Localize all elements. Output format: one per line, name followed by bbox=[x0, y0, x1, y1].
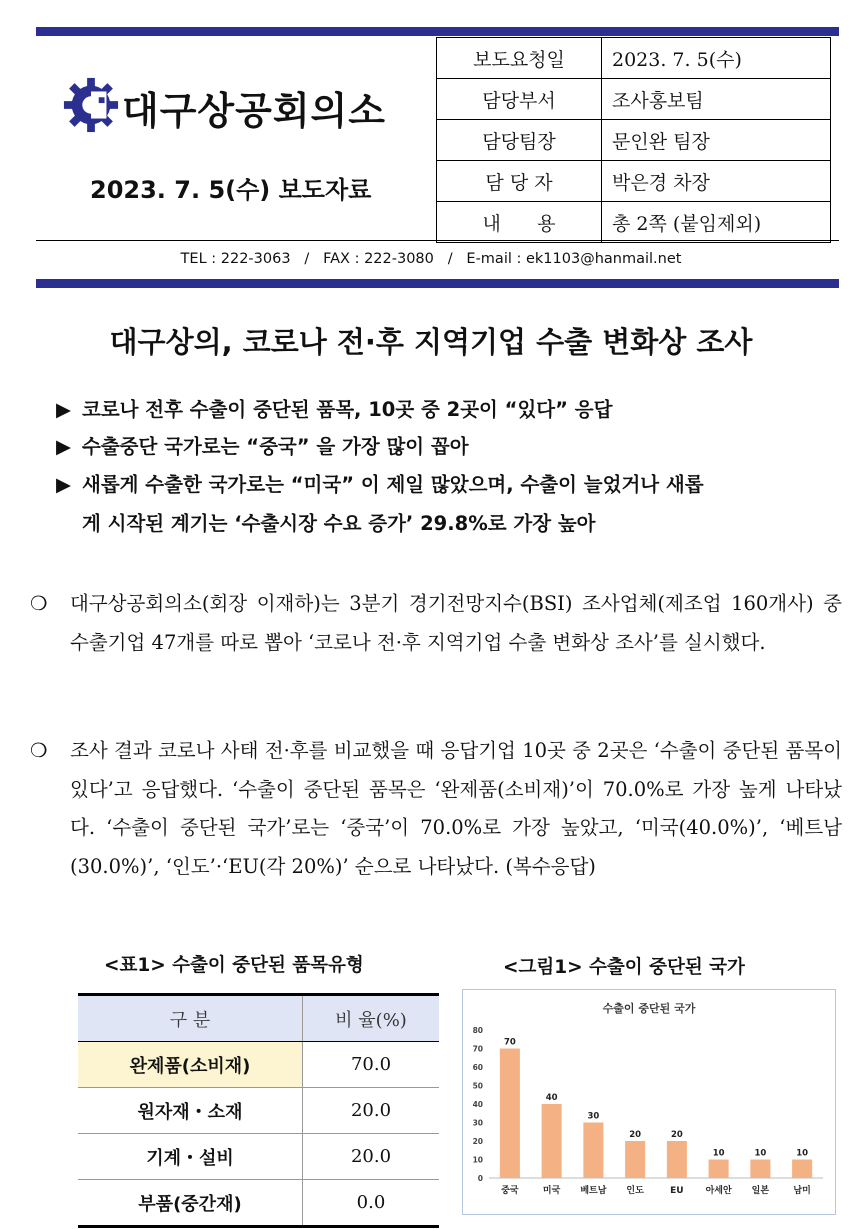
bar bbox=[625, 1141, 645, 1178]
y-tick-label: 20 bbox=[472, 1137, 483, 1146]
category-label: 아세안 bbox=[705, 1186, 732, 1196]
bar bbox=[750, 1160, 770, 1179]
y-tick-label: 80 bbox=[472, 1026, 483, 1035]
bar bbox=[792, 1160, 812, 1179]
bar bbox=[542, 1104, 562, 1178]
circle-bullet-icon: ❍ bbox=[30, 739, 48, 762]
table-header-row bbox=[78, 995, 439, 1042]
info-key: 보도요청일 bbox=[437, 38, 602, 79]
table-cell-value: 0.0 bbox=[303, 1180, 440, 1227]
info-value: 총 2쪽 (붙임제외) bbox=[602, 202, 831, 243]
y-tick-label: 10 bbox=[472, 1155, 483, 1165]
paragraph-text: 조사 결과 코로나 사태 전·후를 비교했을 때 응답기업 10곳 중 2곳은 ‘수출이 중단된 품목이 있다’고 응답했다. ‘수출이 중단된 품목은 ‘완제품(소비재)’이 70.0%로 가장 높게 나타났다. ‘수출이 중단된 국가’로는 ‘중국’이 70.0%로 가장 높았고, ‘미국(40.0%)’, ‘베트남(30.0%)’, ‘인도’·‘EU(각 20%)’ 순으로 나타났다. (복수응답) bbox=[70, 739, 842, 878]
info-value: 조사홍보팀 bbox=[602, 79, 831, 120]
table-cell-label: 완제품(소비재) bbox=[78, 1042, 303, 1088]
info-row bbox=[437, 79, 831, 120]
info-row bbox=[437, 38, 831, 79]
highlight-text: 수출중단 국가로는 “중국” 을 가장 많이 꼽아 bbox=[82, 435, 469, 458]
info-key: 담당부서 bbox=[437, 79, 602, 120]
table-row bbox=[78, 1088, 439, 1134]
table-cell-label: 원자재・소재 bbox=[78, 1088, 303, 1134]
y-tick-label: 30 bbox=[472, 1118, 483, 1128]
category-label: 남미 bbox=[793, 1186, 811, 1196]
info-key: 내 용 bbox=[437, 202, 602, 243]
category-label: 베트남 bbox=[580, 1186, 607, 1196]
highlight-item bbox=[56, 469, 704, 497]
bar bbox=[667, 1141, 687, 1178]
headline: 대구상의, 코로나 전·후 지역기업 수출 변화상 조사 bbox=[109, 325, 753, 359]
table-cell-value: 20.0 bbox=[303, 1134, 440, 1180]
table-row bbox=[78, 1042, 439, 1088]
triangle-bullet-icon: ▶ bbox=[56, 398, 71, 421]
data-label: 10 bbox=[712, 1148, 725, 1159]
bar bbox=[583, 1123, 603, 1179]
triangle-bullet-icon: ▶ bbox=[56, 473, 71, 496]
y-tick-label: 70 bbox=[472, 1044, 483, 1054]
circle-bullet-icon: ❍ bbox=[30, 592, 48, 615]
table-row bbox=[78, 1180, 439, 1227]
org-name: 대구상공회의소 bbox=[122, 89, 386, 133]
data-label: 20 bbox=[670, 1130, 683, 1140]
info-value: 2023. 7. 5(수) bbox=[602, 38, 831, 79]
y-tick-label: 0 bbox=[477, 1174, 483, 1183]
top-rule bbox=[36, 27, 839, 36]
info-key: 담당팀장 bbox=[437, 120, 602, 161]
info-row bbox=[437, 202, 831, 243]
highlight-text: 코로나 전후 수출이 중단된 품목, 10곳 중 2곳이 “있다” 응답 bbox=[82, 398, 613, 421]
category-label: 인도 bbox=[626, 1186, 644, 1196]
y-tick-label: 40 bbox=[472, 1100, 483, 1109]
bar bbox=[500, 1049, 520, 1179]
data-label: 40 bbox=[545, 1093, 558, 1103]
release-date-title: 2023. 7. 5(수) 보도자료 bbox=[90, 176, 372, 204]
category-label: 미국 bbox=[542, 1186, 561, 1196]
data-label: 10 bbox=[754, 1148, 767, 1159]
contact-line: TEL : 222-3063 / FAX : 222-3080 / E-mail : ek1103@hanmail.net bbox=[180, 251, 682, 267]
data-label: 20 bbox=[629, 1130, 642, 1140]
figure1-caption: <그림1> 수출이 중단된 국가 bbox=[503, 957, 745, 978]
data-label: 70 bbox=[503, 1037, 516, 1048]
export-stopped-item-table bbox=[78, 993, 439, 1228]
chamber-gear-logo-icon bbox=[62, 76, 120, 134]
contact-bottom-rule bbox=[36, 279, 839, 288]
data-label: 10 bbox=[796, 1148, 809, 1159]
highlight-item bbox=[56, 508, 596, 536]
highlight-text: 게 시작된 계기는 ‘수출시장 수요 증가’ 29.8%로 가장 높아 bbox=[82, 512, 596, 535]
body-paragraph bbox=[30, 585, 842, 662]
table1-caption: <표1> 수출이 중단된 품목유형 bbox=[104, 955, 364, 976]
category-label: 일본 bbox=[751, 1186, 770, 1196]
table-cell-label: 기계・설비 bbox=[78, 1134, 303, 1180]
y-tick-label: 60 bbox=[472, 1063, 483, 1072]
data-label: 30 bbox=[587, 1111, 600, 1122]
info-key: 담 당 자 bbox=[437, 161, 602, 202]
table-header-cell: 비 율(%) bbox=[303, 995, 440, 1042]
info-row bbox=[437, 120, 831, 161]
chart-title: 수출이 중단된 국가 bbox=[602, 1002, 696, 1015]
bar bbox=[709, 1160, 729, 1179]
table-cell-label: 부품(중간재) bbox=[78, 1180, 303, 1227]
chart-frame bbox=[462, 989, 836, 1215]
body-paragraph bbox=[30, 732, 842, 886]
category-label: 중국 bbox=[501, 1186, 519, 1196]
info-row bbox=[437, 161, 831, 202]
highlight-item bbox=[56, 394, 612, 422]
info-value: 박은경 차장 bbox=[602, 161, 831, 202]
press-info-table bbox=[436, 37, 831, 243]
category-label: EU bbox=[670, 1186, 684, 1196]
highlight-text: 새롭게 수출한 국가로는 “미국” 이 제일 많았으며, 수출이 늘었거나 새롭 bbox=[82, 473, 704, 496]
highlight-item bbox=[56, 431, 469, 459]
info-value: 문인완 팀장 bbox=[602, 120, 831, 161]
table-row bbox=[78, 1134, 439, 1180]
export-stopped-country-chart bbox=[463, 990, 835, 1214]
table-cell-value: 70.0 bbox=[303, 1042, 440, 1088]
table-header-cell: 구 분 bbox=[78, 995, 303, 1042]
table-cell-value: 20.0 bbox=[303, 1088, 440, 1134]
triangle-bullet-icon: ▶ bbox=[56, 435, 71, 458]
y-tick-label: 50 bbox=[472, 1081, 483, 1091]
paragraph-text: 대구상공회의소(회장 이재하)는 3분기 경기전망지수(BSI) 조사업체(제조업 160개사) 중 수출기업 47개를 따로 뽑아 ‘코로나 전·후 지역기업 수출 변화상 조사’를 실시했다. bbox=[70, 592, 842, 654]
